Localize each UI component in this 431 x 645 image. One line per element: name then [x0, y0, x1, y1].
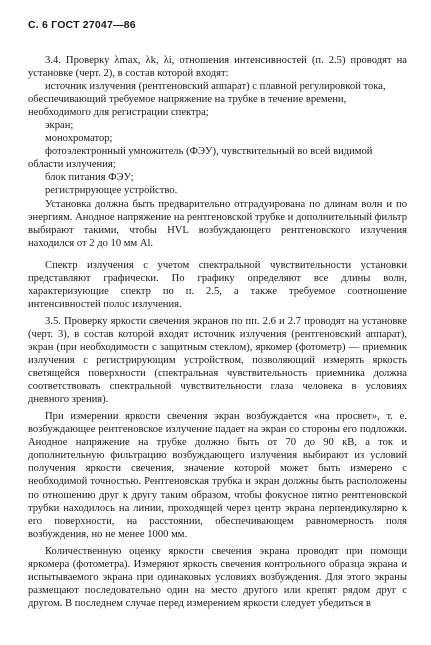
paragraph-spectrum: Спектр излучения с учетом спектральной чувствительности установки представляют графически. По графику определяют все длины волн, характеризующие спектр по п. 2.5, а также требуемое соотношение интенсивностей полос излучения. — [28, 259, 407, 310]
list-item: экран; — [45, 120, 74, 132]
list-item: источник излучения (рентгеновский аппарат) с плавной регулировкой тока, обеспечивающий требуемое напряжение на трубке в течение времени, необходимого для регистрации спектра; — [28, 81, 386, 119]
document-body — [28, 54, 407, 610]
list-item: фотоэлектронный умножитель (ФЭУ), чувствительный во всей видимой области излучения; — [28, 146, 373, 171]
paragraph-measurement: При измерении яркости свечения экран возбуждается «на просвет», т. е. возбуждающее рентгеновское излучение падает на экран со стороны его подложки. Анодное напряжение на трубке должно быть от 70 до 90 кВ, а ток и дополнительную фильтрацию возбуждающего излучения выбирают из условий получения яркости свечения, значение которой может быть измерено с необходимой точностью. Рентгеновская трубка и экран должны быть расположены по отношению друг к другу таким образом, чтобы фокусное пятно рентгеновской трубки находилось на линии, проходящей через центр экрана перпендикулярно к его поверхности, на расстоянии, обеспечивающем равномерность поля возбуждения, но не менее 1000 мм. — [28, 411, 407, 540]
list-item: монохроматор; — [45, 133, 113, 145]
paragraph-3-4: 3.4. Проверку λmax, λk, λi, отношения интенсивностей (п. 2.5) проводят на установке (черт. 2), в состав которой входят: — [28, 55, 407, 80]
paragraph-calibration: Установка должна быть предварительно отградуирована по длинам волн и по энергиям. Анодное напряжение на рентгеновской трубке и дополнительный фильтр выбирают такими, чтобы HVL возбуждающего рентгеновского излучения находился от 2 до 10 мм Al. — [28, 198, 407, 249]
list-item: блок питания ФЭУ; — [45, 172, 134, 184]
paragraph-3-5: 3.5. Проверку яркости свечения экранов по пп. 2.6 и 2.7 проводят на установке (черт. 3), в состав которой входят источник излучения (рентгеновский аппарат), экран (при необходимости с защитным стеклом), яркомер (фотометр) — приемник излучения с регистрирующим устройством, позволяющий измерять яркость светящейся поверхности (спектральная чувствительность приемника должна соответствовать спектральной чувствительности глаза человека в условиях дневного зрения). — [28, 315, 407, 406]
page-header: С. 6 ГОСТ 27047—86 — [28, 19, 136, 31]
list-item: регистрирующее устройство. — [45, 185, 178, 197]
paragraph-quantitative: Количественную оценку яркости свечения экрана проводят при помощи яркомера (фотометра). Измеряют яркость свечения контрольного образца экрана и испытываемого экрана при одинаковых условиях возбуждения. Для этого экраны размещают последовательно один на место другого или крепят рядом друг с другом. В последнем случае перед измерением яркости следует убедиться в — [28, 545, 407, 609]
